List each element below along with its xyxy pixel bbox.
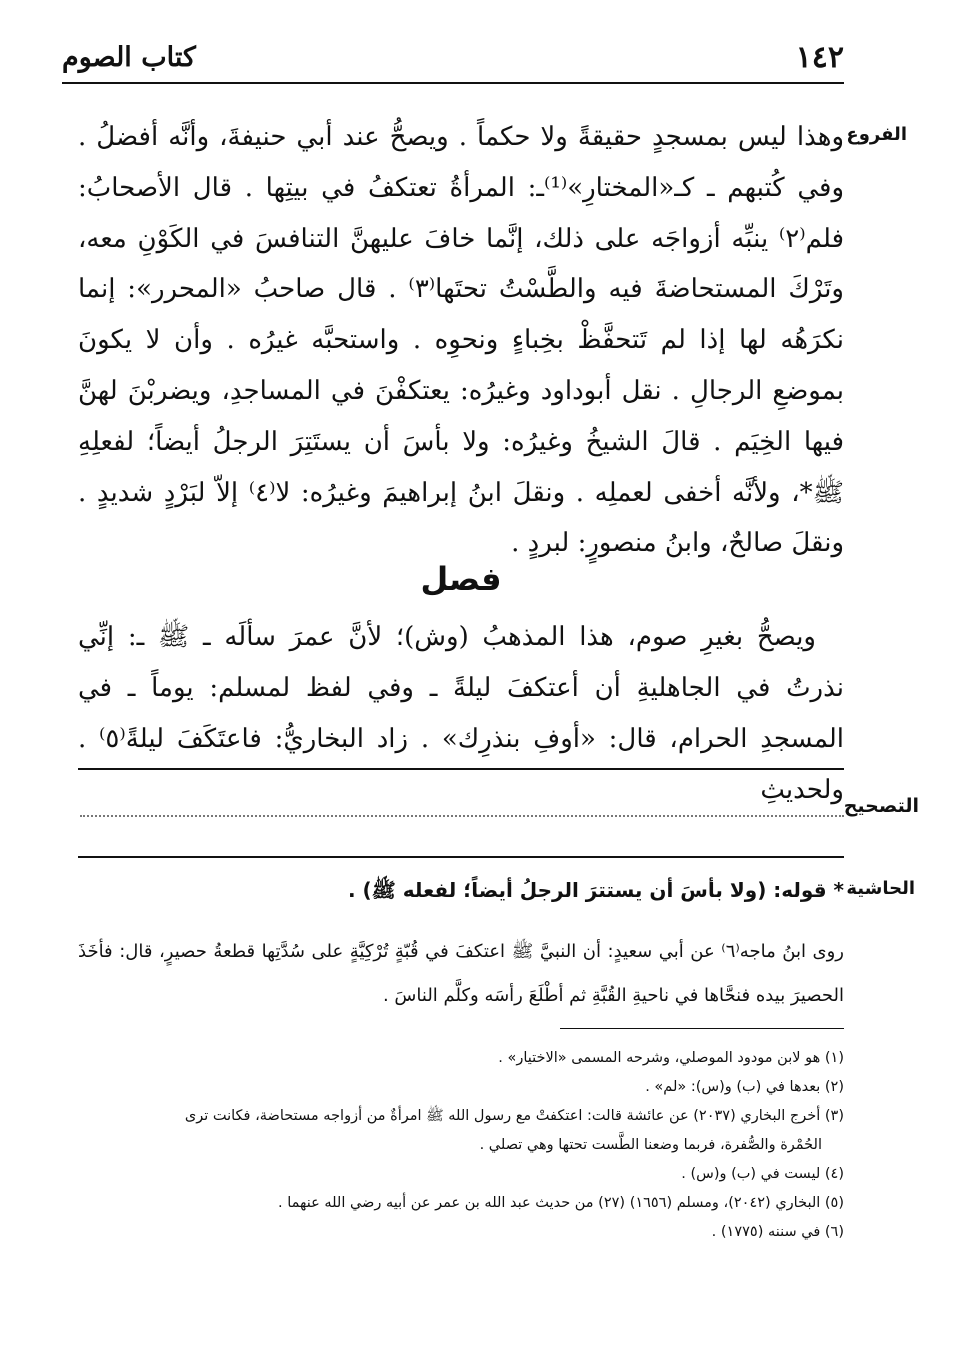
- footnote-5: (٥) البخاري (٢٠٤٢)، ومسلم (١٦٥٦) (٢٧) من حديث عبد الله بن عمر عن أبيه رضي الله عنهما .: [278, 1195, 844, 1211]
- hashiya-text: روى ابنُ ماجه⁽٦⁾ عن أبي سعيدٍ: أن النبيَّ ﷺ اعتكفَ في قُبّةٍ تُرْكِيَّةٍ على سُدَّتِها قطعةُ حصيرٍ، قال: فأخَذَ الحصيرَ بيده فنحَّاها في ناحيةِ القُبَّةِ ثم أطْلَعَ رأسَه وكلَّم الناسَ .: [78, 941, 844, 1006]
- hashiya-heading: * قوله: (ولا بأسَ أن يستترَ الرجلُ أيضاً؛ لفعله ﷺ) .: [347, 878, 844, 902]
- footnote-3: (٣) أخرج البخاري (٢٠٣٧) عن عائشة قالت: اعتكفتْ مع رسول الله ﷺ امرأةٌ من أزواجه مستحاضة، فكانت ترى: [184, 1108, 844, 1124]
- section-heading: فصل: [420, 560, 502, 598]
- margin-label-tashih: التصحيح: [843, 795, 919, 817]
- second-paragraph: ويصحُّ بغيرِ صوم، هذا المذهبُ (وش)؛ لأنَّ عمرَ سألَه ـ ﷺ ـ: إنِّي نذرتُ في الجاهليةِ أن أعتكفَ ليلةً ـ وفي لفظ لمسلم: يوماً ـ في المسجدِ الحرام، قال: «أوفِ بنذرِك» . زاد البخاريُّ: فاعتَكَفَ ليلةً⁽٥⁾ . ولحديثِ: [78, 622, 844, 805]
- header-rule: [62, 82, 844, 84]
- margin-label-hashiya: الحاشية: [846, 878, 915, 899]
- footnote-2: (٢) بعدها في (ب) و(س): «لم» .: [645, 1079, 844, 1095]
- footnote-3-continued: الحُمْرة والصُّفرة، فربما وضعنا الطَّست تحتها وهي تصلي .: [479, 1137, 822, 1153]
- footnote-4: (٤) ليست في (ب) و(س) .: [681, 1166, 844, 1182]
- footnote-6: (٦) في سننه (١٧٧٥) .: [711, 1224, 844, 1240]
- page-number: ١٤٢: [795, 40, 844, 75]
- main-paragraph: وهذا ليس بمسجدٍ حقيقةً ولا حكماً . ويصحُّ عند أبي حنيفةَ، وأنَّه أفضلُ . وفي كُتبهم ـ كـ«المختارِ»⁽¹⁾ـ: المرأةُ تعتكفُ في بيتِها . قال الأصحابُ: فلم⁽٢⁾ ينبِّه أزواجَه على ذلك، إنَّما خافَ عليهنَّ التنافسَ في الكَوْنِ معه، وتَرْكَ المستحاضةَ فيه والطَّسْتُ تحتَها⁽٣⁾ . قال صاحبُ «المحرر»: إنما نكرَهُه لها إذا لم تَتحفَّظْ بخِباءٍ ونحوِه . واستحبَّه غيرُه . وأن لا يكونَ بموضعِ الرجالِ . نقل أبوداود وغيرُه: يعتكفْنَ في المساجدِ، ويضربْنَ لهنَّ فيها الخِيَم . قالَ الشيخُ وغيرُه: ولا بأسَ أن يستَتِرَ الرجلُ أيضاً؛ لفعلِهِ ﷺ*، ولأنَّه أخفى لعملِه . ونقلَ ابنُ إبراهيمَ وغيرُه: لا⁽٤⁾ إلاّ لبَرْدٍ شديدٍ . ونقلَ صالحٌ، وابنُ منصورٍ: لبردٍ .: [78, 122, 845, 559]
- page-header: [62, 40, 844, 76]
- footnote-separator: [560, 1028, 844, 1029]
- running-title: كتاب الصوم: [62, 42, 196, 73]
- footnotes: [78, 1044, 844, 1247]
- tashih-top-rule: [78, 768, 844, 770]
- tashih-dotted-line: [80, 815, 844, 817]
- footnote-1: (١) هو لابن مودود الموصلي، وشرحه المسمى «الاختيار» .: [498, 1050, 844, 1066]
- main-text: [78, 112, 844, 569]
- hashiya-top-rule: [78, 856, 844, 858]
- margin-label-furu: الفروع: [846, 124, 907, 145]
